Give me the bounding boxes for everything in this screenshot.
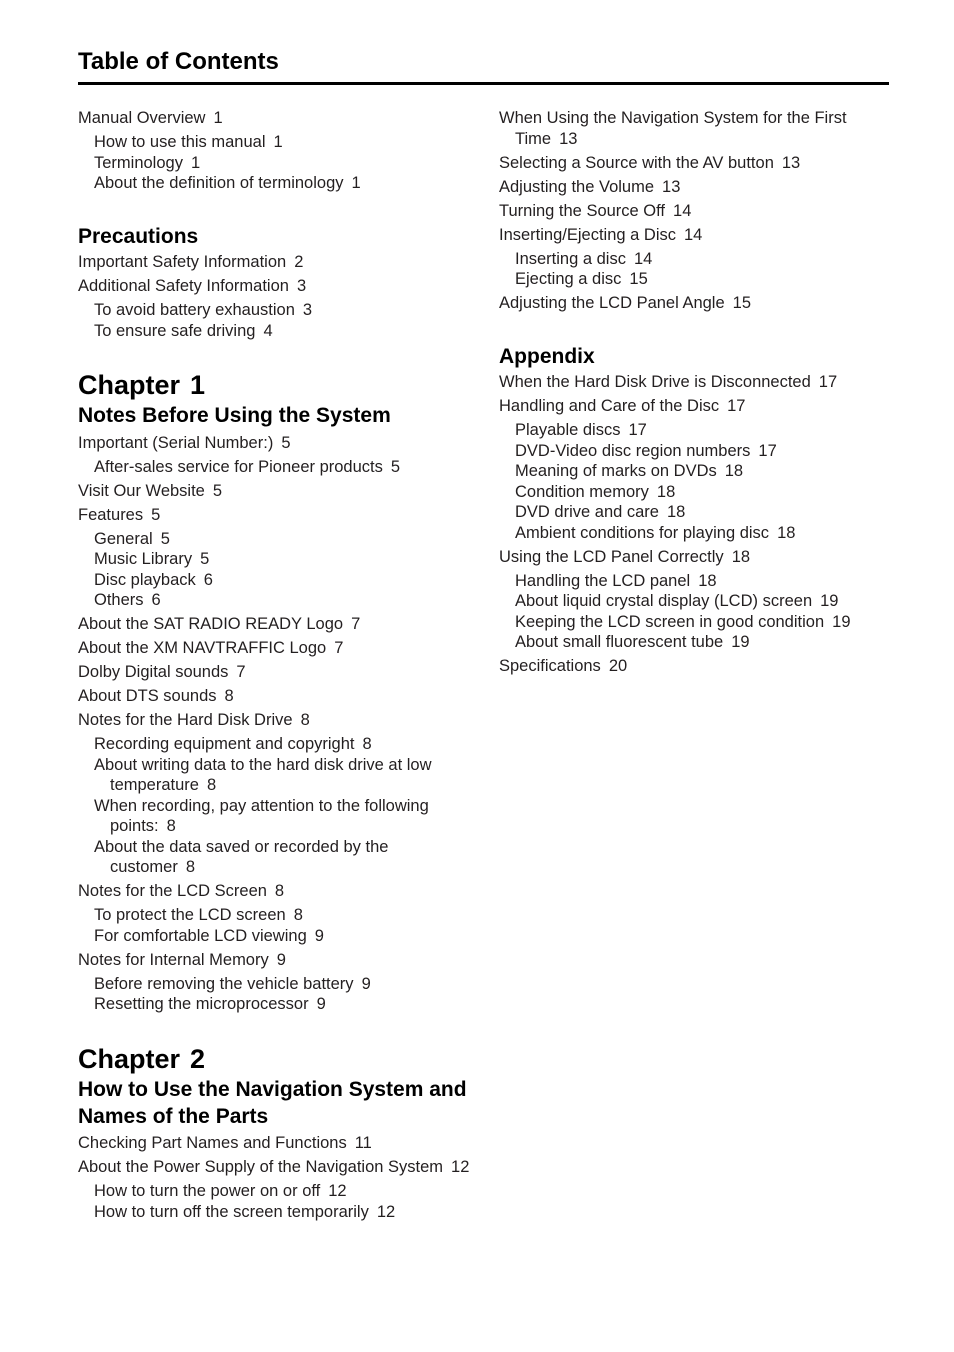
toc-entry-text: Inserting/Ejecting a Disc (499, 225, 676, 244)
toc-entry-important-serial-number[interactable] (78, 433, 478, 454)
toc-page-number: 9 (314, 926, 324, 945)
toc-entry-features[interactable] (78, 505, 478, 526)
chapter-heading (78, 1043, 478, 1075)
toc-entry-text: About liquid crystal display (LCD) screen (515, 592, 813, 610)
toc-entry-text: About DTS sounds (78, 687, 217, 705)
toc-page-number: 13 (662, 177, 681, 196)
toc-page-number: 5 (151, 505, 161, 524)
toc-page-number: 13 (781, 153, 801, 172)
toc-page-number: 17 (758, 441, 777, 460)
toc-page-number: 1 (213, 109, 223, 127)
toc-entry-text: Disc playback (94, 570, 196, 589)
toc-entry-text: How to use this manual (94, 133, 266, 151)
toc-page-number: 14 (633, 249, 653, 268)
toc-entry-about-the-xm-navtraffic-logo[interactable] (78, 638, 478, 659)
toc-page-number: 18 (656, 482, 676, 501)
toc-entry-text: Music Library (94, 550, 193, 568)
toc-entry-text: Turning the Source Off (499, 201, 666, 220)
toc-entry-using-the-lcd-panel-correctly[interactable] (499, 547, 899, 568)
toc-entry-text: Adjusting the LCD Panel Angle (499, 294, 725, 312)
toc-entry-text: After-sales service for Pioneer products (94, 457, 383, 476)
toc-page-number: 3 (302, 301, 313, 319)
toc-entry-checking-part-names-and-functions[interactable] (78, 1133, 478, 1154)
toc-entry-handling-and-care-of-the-disc[interactable] (499, 396, 899, 417)
toc-entry-text: About small fluorescent tube (515, 633, 724, 651)
section-heading-precautions: Precautions (78, 224, 199, 248)
toc-entry-text: Keeping the LCD screen in good condition (515, 612, 825, 631)
toc-page-number: 15 (629, 270, 648, 288)
toc-entry-text: When recording, pay attention to the following points: (94, 796, 429, 835)
toc-entry-text: To avoid battery exhaustion (94, 301, 295, 319)
toc-page-number: 14 (673, 201, 692, 220)
toc-entry-text: Ambient conditions for playing disc (515, 523, 770, 542)
toc-entry-when-using-the-navigation-system-for-the[interactable] (499, 108, 899, 149)
chapter-number: 1 (190, 370, 206, 400)
toc-entry-how-to-turn-the-power-on-or-off[interactable] (78, 1181, 478, 1202)
toc-page-number: 11 (354, 1134, 372, 1152)
chapter-word: Chapter (78, 370, 181, 400)
toc-entry-keeping-the-lcd-screen-in-good-condition[interactable] (499, 612, 899, 633)
toc-entry-dvd-video-disc-region-numbers[interactable] (499, 441, 899, 462)
toc-entry-text: Important (Serial Number:) (78, 433, 274, 452)
toc-entry-text: Using the LCD Panel Correctly (499, 547, 724, 566)
toc-entry-text: About the SAT RADIO READY Logo (78, 615, 344, 633)
toc-page-number: 3 (296, 277, 307, 295)
toc-entry-handling-the-lcd-panel[interactable] (499, 571, 899, 592)
chapter-title: Notes Before Using the System (78, 404, 391, 427)
toc-entry-about-liquid-crystal-display-lcd-screen[interactable] (499, 591, 899, 612)
toc-entry-about-dts-sounds[interactable] (78, 686, 478, 707)
toc-page-number: 6 (151, 591, 161, 609)
toc-entry-for-comfortable-lcd-viewing[interactable] (78, 926, 478, 947)
toc-entry-playable-discs[interactable] (499, 420, 899, 441)
toc-entry-text: Inserting a disc (515, 249, 626, 268)
toc-entry-text: Handling and Care of the Disc (499, 397, 720, 415)
toc-page-number: 1 (190, 153, 201, 172)
toc-page-number: 19 (731, 633, 750, 651)
chapter-heading (78, 369, 478, 401)
toc-page-number: 5 (281, 433, 291, 452)
toc-entry-ejecting-a-disc[interactable] (499, 269, 899, 290)
toc-entry-text: DVD drive and care (515, 503, 659, 521)
toc-entry-notes-for-the-hard-disk-drive[interactable] (78, 710, 478, 731)
toc-page-number: 9 (276, 950, 286, 969)
toc-entry-adjusting-the-volume[interactable] (499, 177, 899, 198)
toc-entry-text: Features (78, 505, 144, 524)
toc-page-number: 18 (777, 523, 796, 542)
toc-entry-how-to-use-this-manual[interactable] (78, 132, 478, 153)
toc-page-number: 18 (724, 462, 744, 480)
toc-entry-text: Before removing the vehicle battery (94, 974, 354, 993)
toc-entry-selecting-a-source-with-the-av-button[interactable] (499, 153, 899, 174)
toc-page-number: 8 (300, 711, 310, 729)
toc-entry-how-to-turn-off-the-screen-temporarily[interactable] (78, 1202, 478, 1223)
chapter-word: Chapter (78, 1043, 181, 1074)
toc-page-number: 14 (684, 225, 703, 244)
toc-entry-visit-our-website[interactable] (78, 481, 478, 502)
toc-entry-text: For comfortable LCD viewing (94, 926, 307, 945)
toc-entry-text: Terminology (94, 153, 183, 172)
toc-entry-about-writing-data-to-the-hard-disk-driv[interactable] (78, 755, 478, 796)
toc-entry-additional-safety-information[interactable] (78, 276, 478, 297)
toc-entry-text: To ensure safe driving (94, 321, 256, 340)
toc-entry-meaning-of-marks-on-dvds[interactable] (499, 461, 899, 482)
toc-page-number: 2 (294, 253, 304, 271)
toc-entry-text: Playable discs (515, 421, 621, 439)
toc-entry-text: DVD-Video disc region numbers (515, 441, 751, 460)
toc-entry-ambient-conditions-for-playing-disc[interactable] (499, 523, 899, 544)
toc-entry-about-the-definition-of-terminology[interactable] (78, 173, 478, 194)
toc-entry-before-removing-the-vehicle-battery[interactable] (78, 974, 478, 995)
toc-page-number: 8 (185, 858, 196, 876)
toc-entry-resetting-the-microprocessor[interactable] (78, 994, 478, 1015)
chapter-number: 2 (190, 1043, 206, 1074)
toc-entry-text: Condition memory (515, 482, 649, 501)
toc-entry-text: Adjusting the Volume (499, 177, 655, 196)
toc-entry-text: Notes for Internal Memory (78, 950, 269, 969)
toc-entry-after-sales-service-for-pioneer-products[interactable] (78, 457, 478, 478)
toc-page-number: 9 (316, 995, 326, 1013)
title-rule (78, 82, 889, 85)
toc-page-number: 18 (666, 503, 686, 521)
toc-entry-to-avoid-battery-exhaustion[interactable] (78, 300, 478, 321)
toc-entry-text: General (94, 529, 153, 548)
toc-entry-text: Meaning of marks on DVDs (515, 462, 717, 480)
toc-entry-general[interactable] (78, 529, 478, 550)
toc-entry-disc-playback[interactable] (78, 570, 478, 591)
toc-entry-to-protect-the-lcd-screen[interactable] (78, 905, 478, 926)
toc-page-number: 20 (608, 657, 628, 675)
toc-entry-inserting-a-disc[interactable] (499, 249, 899, 270)
toc-entry-text: Checking Part Names and Functions (78, 1134, 347, 1152)
toc-page-number: 17 (818, 373, 838, 391)
toc-entry-about-the-sat-radio-ready-logo[interactable] (78, 614, 478, 635)
toc-entry-text: Dolby Digital sounds (78, 663, 229, 681)
toc-page-number: 1 (351, 174, 361, 192)
toc-page-number: 5 (212, 481, 223, 500)
toc-page-number: 13 (559, 129, 578, 148)
toc-page-number: 7 (351, 615, 361, 633)
toc-entry-text: Additional Safety Information (78, 277, 289, 295)
toc-page-number: 12 (451, 1158, 470, 1176)
toc-left-column (78, 108, 478, 1222)
toc-page-number: 19 (820, 592, 839, 610)
toc-entry-text: To protect the LCD screen (94, 906, 286, 924)
toc-page-number: 7 (236, 663, 246, 681)
toc-page-number: 5 (390, 457, 401, 476)
toc-entry-text: Handling the LCD panel (515, 571, 691, 590)
toc-entry-notes-for-the-lcd-screen[interactable] (78, 881, 478, 902)
toc-page-number: 12 (328, 1182, 347, 1200)
toc-page-number: 15 (732, 294, 752, 312)
toc-entry-text: About writing data to the hard disk drive at low temperature (94, 755, 432, 794)
toc-entry-text: Visit Our Website (78, 481, 205, 500)
toc-entry-manual-overview[interactable] (78, 108, 478, 129)
toc-entry-text: Manual Overview (78, 109, 206, 127)
toc-page-number: 18 (731, 547, 751, 566)
toc-page-number: 19 (832, 612, 851, 631)
toc-page-number: 7 (334, 639, 344, 657)
toc-entry-text: Notes for the LCD Screen (78, 882, 267, 900)
toc-page-number: 9 (361, 974, 371, 993)
toc-page-number: 8 (206, 776, 217, 794)
toc-entry-condition-memory[interactable] (499, 482, 899, 503)
toc-page-number: 4 (263, 321, 273, 340)
toc-entry-dolby-digital-sounds[interactable] (78, 662, 478, 683)
toc-page-number: 8 (224, 687, 234, 705)
toc-entry-text: When Using the Navigation System for the First Time (499, 109, 847, 148)
toc-entry-important-safety-information[interactable] (78, 252, 478, 273)
toc-entry-text: Notes for the Hard Disk Drive (78, 711, 293, 729)
toc-entry-specifications[interactable] (499, 656, 899, 677)
toc-entry-text: Specifications (499, 657, 601, 675)
toc-entry-to-ensure-safe-driving[interactable] (78, 321, 478, 342)
toc-entry-text: Others (94, 591, 144, 609)
toc-entry-about-the-power-supply-of-the-navigation[interactable] (78, 1157, 478, 1178)
toc-entry-when-the-hard-disk-drive-is-disconnected[interactable] (499, 372, 899, 393)
toc-page-number: 5 (160, 529, 170, 548)
toc-entry-inserting-ejecting-a-disc[interactable] (499, 225, 899, 246)
toc-page-number: 8 (166, 817, 176, 835)
toc-page-number: 18 (698, 571, 717, 590)
toc-page-number: 8 (362, 735, 372, 753)
toc-page-number: 6 (203, 570, 213, 589)
toc-entry-text: About the data saved or recorded by the customer (94, 837, 389, 876)
toc-entry-adjusting-the-lcd-panel-angle[interactable] (499, 293, 899, 314)
toc-entry-text: When the Hard Disk Drive is Disconnected (499, 373, 811, 391)
page-title: Table of Contents (78, 48, 279, 75)
toc-entry-turning-the-source-off[interactable] (499, 201, 899, 222)
toc-entry-notes-for-internal-memory[interactable] (78, 950, 478, 971)
toc-entry-text: How to turn off the screen temporarily (94, 1202, 369, 1221)
toc-entry-text: About the definition of terminology (94, 174, 344, 192)
toc-entry-text: About the XM NAVTRAFFIC Logo (78, 639, 327, 657)
section-heading-appendix: Appendix (499, 344, 595, 368)
toc-page-number: 1 (273, 133, 283, 151)
toc-entry-text: Important Safety Information (78, 253, 287, 271)
toc-entry-text: Recording equipment and copyright (94, 735, 355, 753)
toc-entry-text: Selecting a Source with the AV button (499, 153, 774, 172)
toc-page-number: 8 (274, 882, 285, 900)
toc-page-number: 12 (376, 1202, 396, 1221)
toc-entry-text: How to turn the power on or off (94, 1182, 321, 1200)
toc-entry-recording-equipment-and-copyright[interactable] (78, 734, 478, 755)
toc-entry-about-the-data-saved-or-recorded-by-the-[interactable] (78, 837, 478, 878)
toc-page-number: 17 (628, 421, 647, 439)
toc-page-number: 5 (200, 550, 210, 568)
toc-entry-others[interactable] (78, 590, 478, 611)
toc-entry-text: Resetting the microprocessor (94, 995, 309, 1013)
toc-page-number: 17 (727, 397, 746, 415)
toc-entry-when-recording-pay-attention-to-the-foll[interactable] (78, 796, 478, 837)
toc-entry-music-library[interactable] (78, 549, 478, 570)
toc-page-number: 8 (293, 906, 303, 924)
toc-entry-about-small-fluorescent-tube[interactable] (499, 632, 899, 653)
toc-entry-text: Ejecting a disc (515, 270, 622, 288)
toc-entry-text: About the Power Supply of the Navigation System (78, 1158, 444, 1176)
toc-entry-terminology[interactable] (78, 153, 478, 174)
chapter-title: How to Use the Navigation System and Names of the Parts (78, 1077, 467, 1128)
toc-entry-dvd-drive-and-care[interactable] (499, 502, 899, 523)
toc-right-column (499, 108, 899, 677)
